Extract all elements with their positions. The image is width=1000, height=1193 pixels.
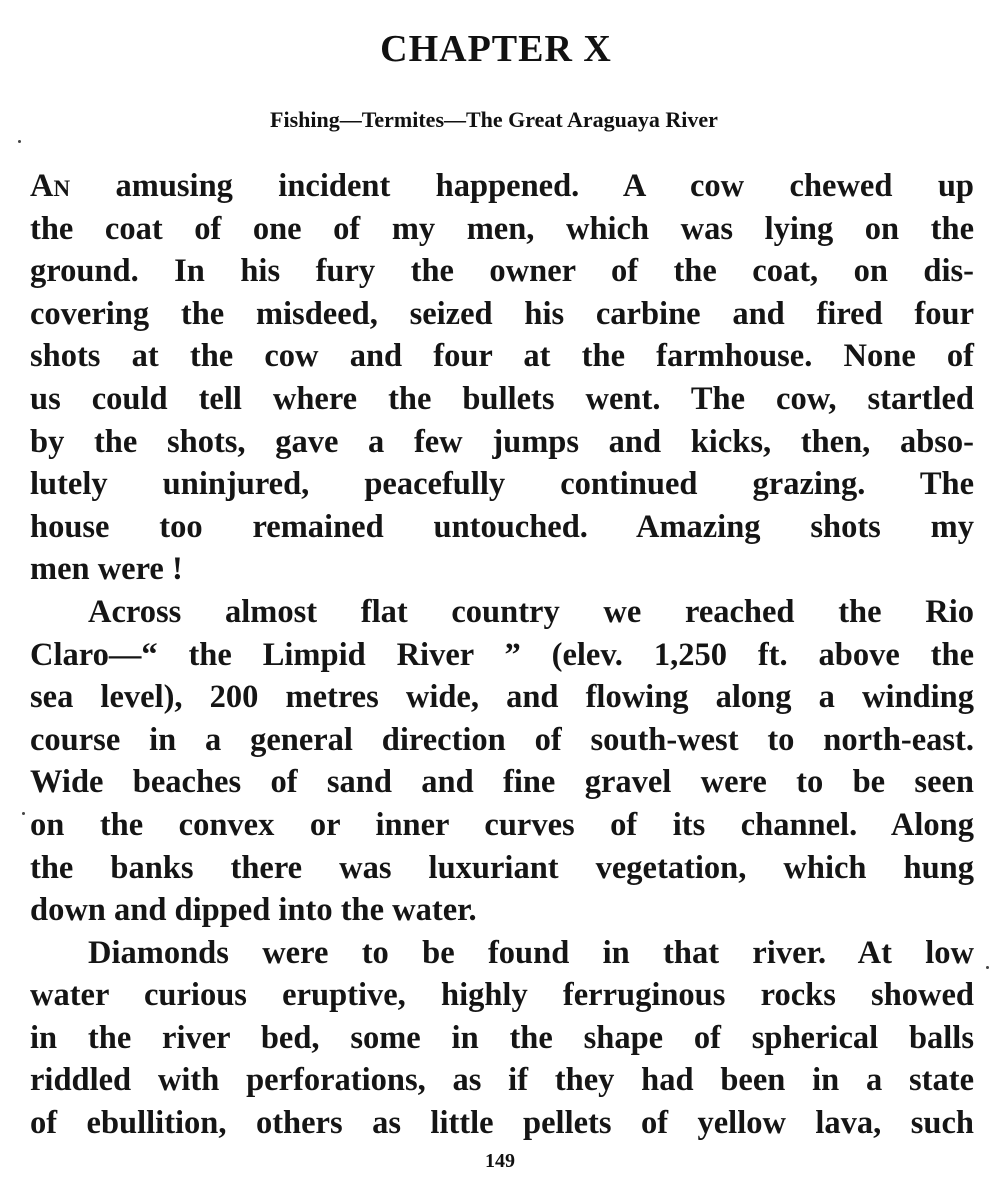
text-line-11: Across almost flat country we reached the Rio <box>88 593 974 630</box>
body-text <box>30 165 974 1145</box>
chapter-subtitle: Fishing—Termites—The Great Araguaya River <box>270 107 718 132</box>
text-line-1 <box>30 165 974 208</box>
text-line-15: Wide beaches of sand and fine gravel were to be seen <box>30 764 974 801</box>
text-line-16: on the convex or inner curves of its channel. Along <box>30 806 974 843</box>
chapter-title: CHAPTER X <box>380 28 612 70</box>
text-line-2: the coat of one of my men, which was lying on the <box>30 210 974 247</box>
text-line-6: us could tell where the bullets went. The cow, startled <box>30 380 974 417</box>
text-line-13: sea level), 200 metres wide, and flowing along a winding <box>30 679 974 716</box>
text-line-20: water curious eruptive, highly ferruginous rocks showed <box>30 977 974 1014</box>
scan-speck <box>22 812 25 815</box>
text-line-1-rest: amusing incident happened. A cow chewed up <box>70 168 974 204</box>
text-line-23: of ebullition, others as little pellets of yellow lava, such <box>30 1105 974 1142</box>
text-line-7: by the shots, gave a few jumps and kicks, then, abso- <box>30 423 974 460</box>
scan-speck <box>986 966 989 969</box>
text-line-22: riddled with perforations, as if they had been in a state <box>30 1062 974 1099</box>
text-line-4: covering the misdeed, seized his carbine and fired four <box>30 295 974 332</box>
scan-speck <box>18 140 21 143</box>
text-line-18: down and dipped into the water. <box>30 892 477 929</box>
text-line-9: house too remained untouched. Amazing shots my <box>30 508 974 545</box>
text-line-3: ground. In his fury the owner of the coat, on dis- <box>30 253 974 290</box>
text-line-10: men were ! <box>30 551 183 588</box>
page-number: 149 <box>485 1150 515 1172</box>
text-line-19: Diamonds were to be found in that river. At low <box>88 934 974 971</box>
text-line-5: shots at the cow and four at the farmhouse. None of <box>30 338 974 375</box>
text-line-12: Claro—“ the Limpid River ” (elev. 1,250 ft. above the <box>30 636 974 673</box>
text-line-17: the banks there was luxuriant vegetation, which hung <box>30 849 974 886</box>
text-line-8: lutely uninjured, peacefully continued grazing. The <box>30 466 974 503</box>
text-line-14: course in a general direction of south-west to north-east. <box>30 721 974 758</box>
text-line-21: in the river bed, some in the shape of spherical balls <box>30 1019 974 1056</box>
drop-word: An <box>30 168 71 204</box>
